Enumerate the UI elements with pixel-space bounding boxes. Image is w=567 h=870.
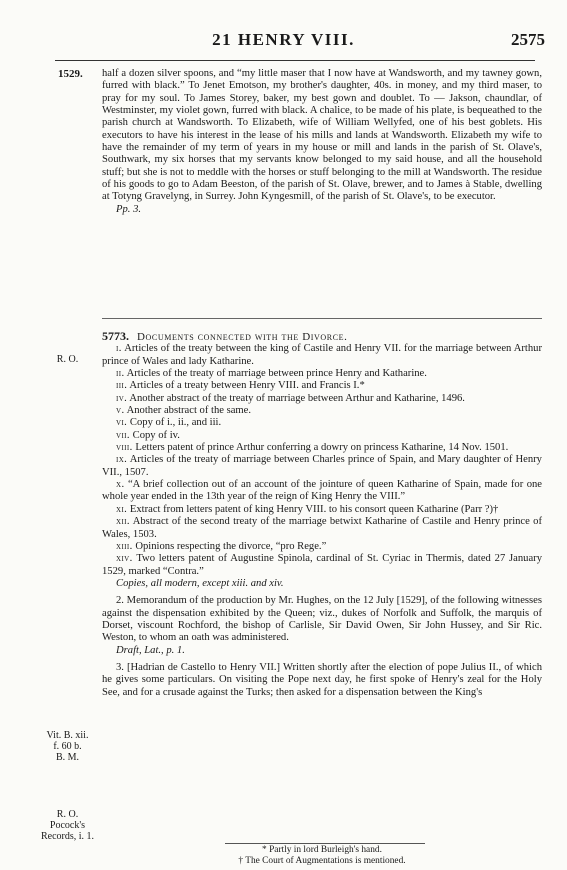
section-divider <box>102 318 542 319</box>
margin-vitellius-ref <box>40 730 95 763</box>
item-numeral: viii. <box>116 442 133 454</box>
item-text: Copy of iv. <box>132 429 180 441</box>
item-numeral: xi. <box>116 503 128 515</box>
item-numeral: iv. <box>116 392 128 404</box>
item-text: Copy of i., ii., and iii. <box>129 417 222 429</box>
paragraph-2: 2. Memorandum of the production by Mr. Hughes, on the 12 July [1529], of the following witnesses against the dispensation exhibited by the Queen; viz., dukes of Norfolk and Suffolk, the marquis of Dorset, viscount Rochford, the bishop of Carlisle, Sir David Owen, Sir John Hussey, and Sir Ric. Weston, to whom an oath was administered. <box>102 595 542 644</box>
item-text: Letters patent of prince Arthur conferring a dowry on princess Katharine, 14 Nov. 1501. <box>135 442 509 454</box>
document-list-item <box>102 417 542 429</box>
document-list-item <box>102 430 542 442</box>
paragraph-3: 3. [Hadrian de Castello to Henry VII.] Written shortly after the election of pope Julius II., of which he gives some particulars. On visiting the Pope next day, he first spoke of Henry's zeal for the Holy See, and for a crusade against the Turks; then asked for a dispensation between the King's <box>102 661 542 698</box>
item-numeral: xiv. <box>116 553 133 565</box>
margin-ro2-line1: R. O. <box>56 809 79 820</box>
margin-ro-source: R. O. <box>56 354 79 365</box>
margin-pocock-ref <box>40 809 95 842</box>
item-text: “A brief collection out of an account of the jointure of queen Katharine of Spain, made for one whole year ended in the 13th year of the reign of King Henry the VIII.” <box>102 479 542 503</box>
item-text: Opinions respecting the divorce, “pro Rege.” <box>135 540 327 552</box>
document-list-item <box>102 541 542 553</box>
item-text: Another abstract of the treaty of marriage between Arthur and Katharine, 1496. <box>129 392 465 404</box>
page-title: 21 HENRY VIII. <box>212 30 355 49</box>
document-list-item <box>102 504 542 516</box>
document-list-item <box>102 479 542 504</box>
document-list-item <box>102 454 542 479</box>
margin-ro2-line2: Pocock's <box>49 820 86 831</box>
item-text: Articles of the treaty of marriage between Charles prince of Spain, and Mary daughter of Henry VII., 1507. <box>102 454 542 478</box>
margin-vit-line3: B. M. <box>55 752 80 763</box>
document-list-item <box>102 442 542 454</box>
item-text: Articles of a treaty between Henry VIII. and Francis I.* <box>129 380 365 392</box>
footnotes <box>102 845 542 867</box>
item-text: Another abstract of the same. <box>126 405 252 417</box>
document-list-item <box>102 343 542 368</box>
item-text: Two letters patent of Augustine Spinola, cardinal of St. Cyriac in Thermis, dated 27 January 1529, marked “Contra.” <box>102 553 542 577</box>
margin-year: 1529. <box>58 68 83 80</box>
entry-heading <box>102 330 542 343</box>
item-numeral: xiii. <box>116 540 133 552</box>
margin-vit-line1: Vit. B. xii. <box>46 730 89 741</box>
footnote-dagger: † The Court of Augmentations is mentioned. <box>238 856 406 866</box>
margin-ro2-line3: Records, i. 1. <box>40 831 95 842</box>
item-text: Extract from letters patent of king Henry VIII. to his consort queen Katharine (Parr ?)† <box>129 503 499 515</box>
document-list-item <box>102 368 542 380</box>
draft-note: Draft, Lat., p. 1. <box>116 644 185 656</box>
item-numeral: i. <box>116 343 122 355</box>
document-list-item <box>102 393 542 405</box>
document-list-item <box>102 380 542 392</box>
document-list-item <box>102 405 542 417</box>
running-header <box>0 30 567 50</box>
entry-number: 5773. <box>102 329 129 343</box>
header-rule <box>55 60 535 61</box>
item-numeral: ix. <box>116 454 128 466</box>
item-numeral: x. <box>116 479 125 491</box>
document-list-item <box>102 553 542 578</box>
entry-title: Documents connected with the Divorce. <box>137 331 348 343</box>
item-numeral: vii. <box>116 429 130 441</box>
item-numeral: iii. <box>116 380 128 392</box>
margin-vit-line2: f. 60 b. <box>53 741 82 752</box>
item-text: Articles of the treaty between the king of Castile and Henry VII. for the marriage between Arthur prince of Wales and lady Katharine. <box>102 343 542 367</box>
item-numeral: v. <box>116 405 125 417</box>
footnote-rule <box>225 843 425 844</box>
item-text: Articles of the treaty of marriage between prince Henry and Katharine. <box>126 368 427 380</box>
document-list <box>102 343 542 578</box>
entry-5773 <box>102 330 542 699</box>
item-numeral: ii. <box>116 368 125 380</box>
footnote-star: * Partly in lord Burleigh's hand. <box>262 845 382 855</box>
copies-note: Copies, all modern, except xiii. and xiv. <box>116 577 284 589</box>
item-text: Abstract of the second treaty of the marriage betwixt Katharine of Castile and Henry prince of Wales, 1503. <box>102 516 542 540</box>
document-list-item <box>102 516 542 541</box>
page-number: 2575 <box>511 30 545 49</box>
will-pages: Pp. 3. <box>116 203 142 215</box>
item-numeral: xii. <box>116 516 130 528</box>
will-continuation <box>102 68 542 216</box>
item-numeral: vi. <box>116 417 128 429</box>
will-text: half a dozen silver spoons, and “my little maser that I now have at Wandsworth, and my tawney gown, furred with black.” To Jenet Emotson, my brother's daughter, 40s. in money, and my third maser, to pray for my soul. To James Storey, baker, my best gown and doublet. To — Jakson, chaundlar, of Westminster, my violet gown, furred with black. A chalice, to be made of his plate, is bequeathed to the parish church at Wandsworth. To Elizabeth, wife of William Wellyfed, one of his best goblets. His executors to have his interest in the lease of his mills and lands at Wandsworth. Elizabeth my wife to have the remainder of my term of years in my house or mill and lands in the parish of St. Olave's, Southwark, my six horses that my servants know belonged to my said house, and all the household stuff; but she is not to meddle with the horses or stuff belonging to the mill at Wandsworth. The residue of his goods to go to Adam Beeston, of the parish of St. Olave, brewer, and to James à Stable, dwelling at Totyng Gravelyng, in Surrey. John Kyngesmill, of the parish of St. Olave's, to be executor. <box>102 68 542 203</box>
